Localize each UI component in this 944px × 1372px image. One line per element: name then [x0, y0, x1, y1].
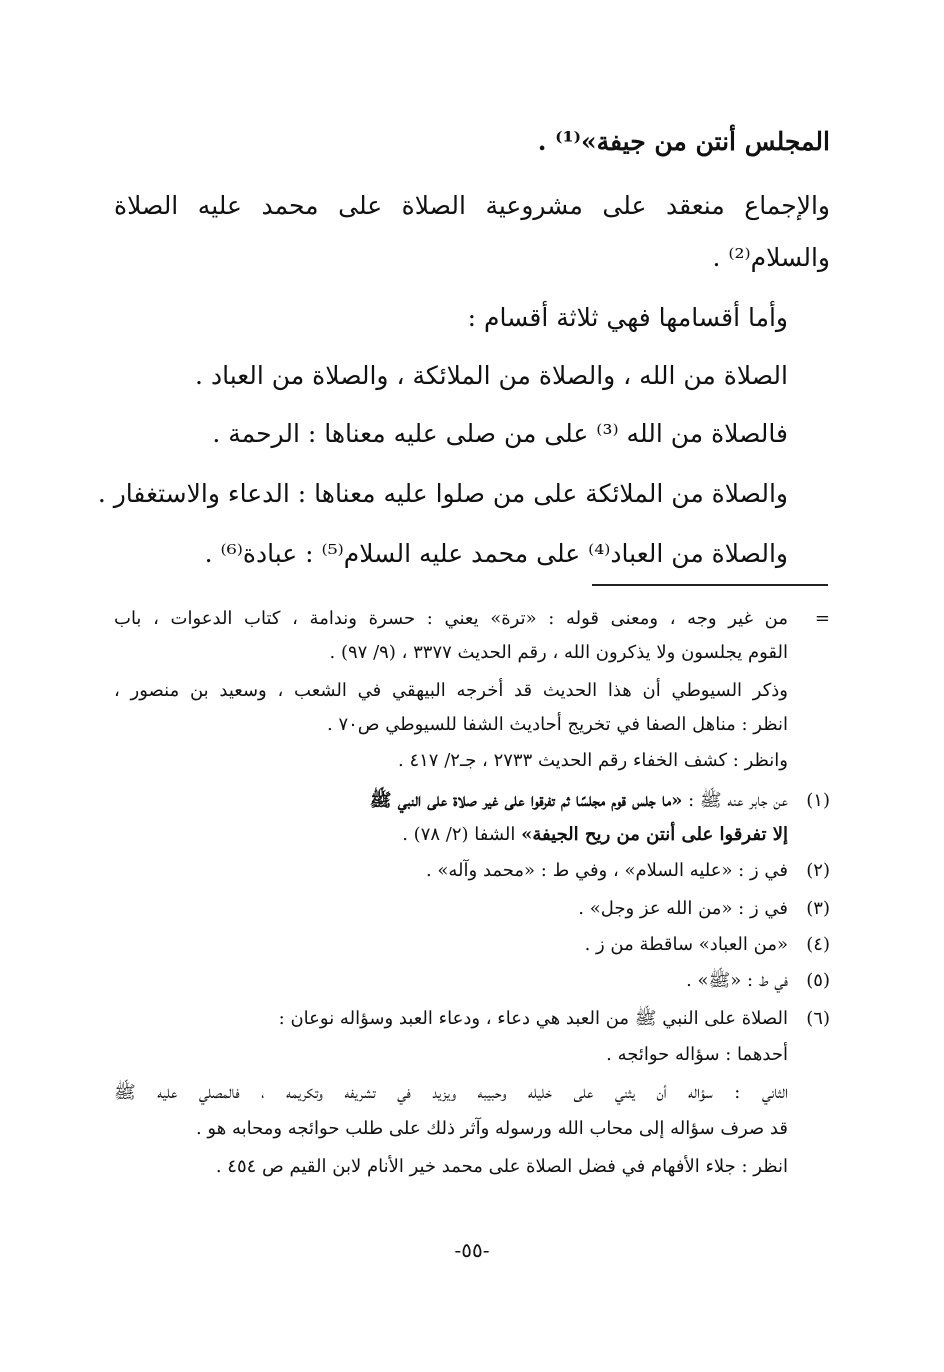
footnote-1-line-2 [402, 820, 788, 850]
footnote-3-marker: (٣) [806, 898, 830, 919]
footnote-2-marker: (٢) [806, 860, 830, 881]
footnote-continuation-line-4: انظر : مناهل الصفا في تخريج أحاديث الشفا للسيوطي ص٧٠ . [327, 714, 788, 735]
footnote-1-attribution: عن جابر عنه ﷺ : [682, 790, 788, 811]
footnote-5-text: في ط : «ﷺ» . [686, 970, 788, 991]
footnote-6-line-1: الصلاة على النبي ﷺ من العبد هي دعاء ، ودعاء العبد وسؤاله نوعان : [278, 1008, 788, 1029]
footnote-3-text: في ز : «من الله عز وجل» . [578, 898, 788, 919]
footnote-separator [592, 584, 828, 586]
footnote-4-marker: (٤) [806, 934, 830, 955]
footnote-1-hadith-text: «ما جلس قوم مجلسًا ثم تفرقوا على غير صلاة على النبي ﷺ [369, 790, 683, 811]
body-line-5: الصلاة من الله ، والصلاة من الملائكة ، والصلاة من العباد . [195, 361, 788, 390]
footnote-5-marker: (٥) [806, 970, 830, 991]
footnote-6-line-3: الثاني : سؤاله أن يثني على خليله وحبيبه ويزيد في تشريفه وتكريمه ، فالمصلي عليه ﷺ [114, 1082, 788, 1103]
footnote-continuation-line-2: القوم يجلسون ولا يذكرون الله ، رقم الحديث ٣٣٧٧ ، (٩/ ٩٧) . [329, 642, 788, 663]
body-line-7: والصلاة من الملائكة على من صلوا عليه معناها : الدعاء والاستغفار . [97, 479, 788, 508]
footnote-1-source: الشفا (٢/ ٧٨) . [402, 824, 522, 845]
footnote-1-hadith-text-end: إلا تفرقوا على أنتن من ريح الجيفة» [521, 824, 788, 845]
footnote-continuation-line-3: وذكر السيوطي أن هذا الحديث قد أخرجه البيهقي في الشعب ، وسعيد بن منصور ، [114, 680, 788, 701]
page-number: -٥٥- [454, 1238, 490, 1262]
footnote-continuation-line-1: من غير وجه ، ومعنى قوله : «ترة» يعني : حسرة وندامة ، كتاب الدعوات ، باب [114, 608, 788, 629]
body-paragraph-2-line-2: والسلام⁽²⁾ . [712, 243, 830, 272]
footnote-6-line-4: قد صرف سؤاله إلى محاب الله ورسوله وآثر ذلك على طلب حوائجه ومحابه هو . [195, 1118, 788, 1139]
footnote-1-line-1 [370, 786, 788, 816]
footnote-1-marker: (١) [806, 790, 830, 811]
body-line-4: وأما أقسامها فهي ثلاثة أقسام : [467, 303, 788, 332]
footnote-2-text: في ز : «عليه السلام» ، وفي ط : «محمد وآله» . [425, 860, 788, 881]
footnote-4-text: «من العباد» ساقطة من ز . [584, 934, 788, 955]
footnote-6-marker: (٦) [806, 1008, 830, 1029]
body-line-8: والصلاة من العباد⁽⁴⁾ على محمد عليه السلام⁽⁵⁾ : عبادة⁽⁶⁾ . [204, 539, 788, 568]
footnote-continuation-marker: = [814, 608, 830, 629]
footnote-continuation-line-5: وانظر : كشف الخفاء رقم الحديث ٢٧٣٣ ، جـ٢/ ٤١٧ . [398, 750, 788, 771]
body-paragraph-2-line-1: والإجماع منعقد على مشروعية الصلاة على محمد عليه الصلاة [114, 191, 830, 220]
footnote-6-line-5: انظر : جلاء الأفهام في فضل الصلاة على محمد خير الأنام لابن القيم ص ٤٥٤ . [215, 1156, 788, 1177]
body-line-6: فالصلاة من الله ⁽³⁾ على من صلى عليه معناها : الرحمة . [212, 419, 788, 448]
body-line-1: المجلس أنتن من جيفة»⁽¹⁾ . [537, 127, 830, 156]
footnote-6-line-2: أحدهما : سؤاله حوائجه . [606, 1044, 788, 1065]
